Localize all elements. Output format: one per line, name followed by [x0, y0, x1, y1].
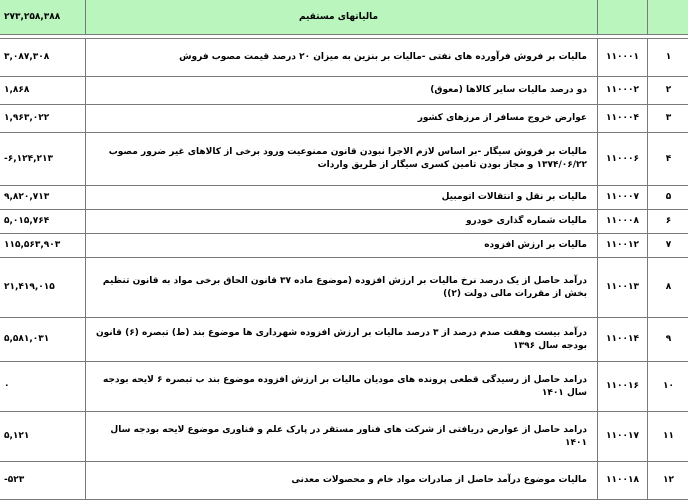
table-row — [0, 362, 688, 412]
code-cell[interactable]: ۱۱۰۰۱۳ — [598, 258, 648, 318]
code-cell[interactable]: ۱۱۰۰۰۷ — [598, 186, 648, 210]
description-cell[interactable]: دو درصد مالیات سایر کالاها (معوق) — [86, 77, 598, 105]
row-number-cell[interactable]: ۱۲ — [648, 462, 688, 500]
header-total-cell[interactable]: ۲۷۳,۲۵۸,۳۸۸ — [0, 0, 86, 35]
table-row — [0, 258, 688, 318]
table-row — [0, 412, 688, 462]
description-cell[interactable]: عوارض خروج مسافر از مرزهای کشور — [86, 105, 598, 133]
table-row — [0, 77, 688, 105]
code-cell[interactable]: ۱۱۰۰۱۲ — [598, 234, 648, 258]
table-row — [0, 234, 688, 258]
header-title-cell[interactable]: مالیاتهای مستقیم — [86, 0, 598, 35]
row-number-cell[interactable]: ۱۰ — [648, 362, 688, 412]
header-row — [0, 0, 688, 35]
row-number-cell[interactable]: ۱۱ — [648, 412, 688, 462]
row-number-cell[interactable]: ۴ — [648, 133, 688, 186]
row-number-cell[interactable]: ۱ — [648, 39, 688, 77]
code-cell[interactable]: ۱۱۰۰۰۱ — [598, 39, 648, 77]
description-cell[interactable]: مالیات بر فروش فرآورده های نفتی -مالیات بر بنزین به میزان ۲۰ درصد قیمت مصوب فروش — [86, 39, 598, 77]
code-cell[interactable]: ۱۱۰۰۱۷ — [598, 412, 648, 462]
table-row — [0, 210, 688, 234]
amount-cell[interactable]: ۳,۰۸۷,۳۰۸ — [0, 39, 86, 77]
header-empty-cell[interactable] — [648, 0, 688, 35]
amount-cell[interactable]: ۵,۰۱۵,۷۶۴ — [0, 210, 86, 234]
description-cell[interactable]: درامد حاصل از رسیدگی قطعی پرونده های مودیان مالیات بر ارزش افزوده موضوع بند ب تبصره ۶ لایحه بودجه سال ۱۴۰۱ — [86, 362, 598, 412]
row-number-cell[interactable]: ۹ — [648, 318, 688, 362]
description-cell[interactable]: مالیات شماره گذاری خودرو — [86, 210, 598, 234]
amount-cell[interactable]: ۹,۸۲۰,۷۱۳ — [0, 186, 86, 210]
code-cell[interactable]: ۱۱۰۰۰۴ — [598, 105, 648, 133]
row-number-cell[interactable]: ۷ — [648, 234, 688, 258]
description-cell[interactable]: درامد حاصل از عوارض دریافتی از شرکت های فناور مستقر در پارک علم و فناوری موضوع لایحه بودجه سال ۱۴۰۱ — [86, 412, 598, 462]
description-cell[interactable]: مالیات بر نقل و انتقالات اتومبیل — [86, 186, 598, 210]
row-number-cell[interactable]: ۵ — [648, 186, 688, 210]
row-number-cell[interactable]: ۸ — [648, 258, 688, 318]
amount-cell[interactable]: ۵,۵۸۱,۰۳۱ — [0, 318, 86, 362]
amount-cell[interactable]: ۵,۱۲۱ — [0, 412, 86, 462]
code-cell[interactable]: ۱۱۰۰۰۸ — [598, 210, 648, 234]
code-cell[interactable]: ۱۱۰۰۱۴ — [598, 318, 648, 362]
amount-cell[interactable]: ۲۱,۴۱۹,۰۱۵ — [0, 258, 86, 318]
code-cell[interactable]: ۱۱۰۰۰۶ — [598, 133, 648, 186]
table-row — [0, 133, 688, 186]
code-cell[interactable]: ۱۱۰۰۱۶ — [598, 362, 648, 412]
amount-cell[interactable]: ۱,۹۶۳,۰۲۲ — [0, 105, 86, 133]
table-row — [0, 462, 688, 500]
description-cell[interactable]: مالیات موضوع درآمد حاصل از صادرات مواد خام و محصولات معدنی — [86, 462, 598, 500]
table-row — [0, 39, 688, 77]
description-cell[interactable]: مالیات بر فروش سیگار -بر اساس لازم الاجرا نبودن قانون ممنوعیت ورود برخی از کالاهای غیر ضرور مصوب ۱۳۷۴/۰۶/۲۲ و مجاز بودن تامین کسری سیگار از طریق واردات — [86, 133, 598, 186]
table-row — [0, 186, 688, 210]
amount-cell[interactable]: ۱,۸۶۸ — [0, 77, 86, 105]
description-cell[interactable]: درآمد حاصل از یک درصد نرخ مالیات بر ارزش افزوده (موضوع ماده ۳۷ قانون الحاق برخی مواد به قانون تنظیم بخش از مقررات مالی دولت (۲)) — [86, 258, 598, 318]
amount-cell[interactable]: ۱۱۵,۵۶۳,۹۰۳ — [0, 234, 86, 258]
row-number-cell[interactable]: ۳ — [648, 105, 688, 133]
amount-cell[interactable]: -۶,۱۲۴,۲۱۳ — [0, 133, 86, 186]
code-cell[interactable]: ۱۱۰۰۰۲ — [598, 77, 648, 105]
description-cell[interactable]: مالیات بر ارزش افزوده — [86, 234, 598, 258]
row-number-cell[interactable]: ۶ — [648, 210, 688, 234]
amount-cell[interactable]: -۵۲۳ — [0, 462, 86, 500]
amount-cell[interactable]: ۰ — [0, 362, 86, 412]
row-number-cell[interactable]: ۲ — [648, 77, 688, 105]
table-row — [0, 105, 688, 133]
header-empty-cell[interactable] — [598, 0, 648, 35]
code-cell[interactable]: ۱۱۰۰۱۸ — [598, 462, 648, 500]
table-row — [0, 318, 688, 362]
description-cell[interactable]: درآمد بیست وهفت صدم درصد از ۳ درصد مالیات بر ارزش افزوده شهرداری ها موضوع بند (ط) تبصره (۶) قانون بودجه سال ۱۳۹۶ — [86, 318, 598, 362]
